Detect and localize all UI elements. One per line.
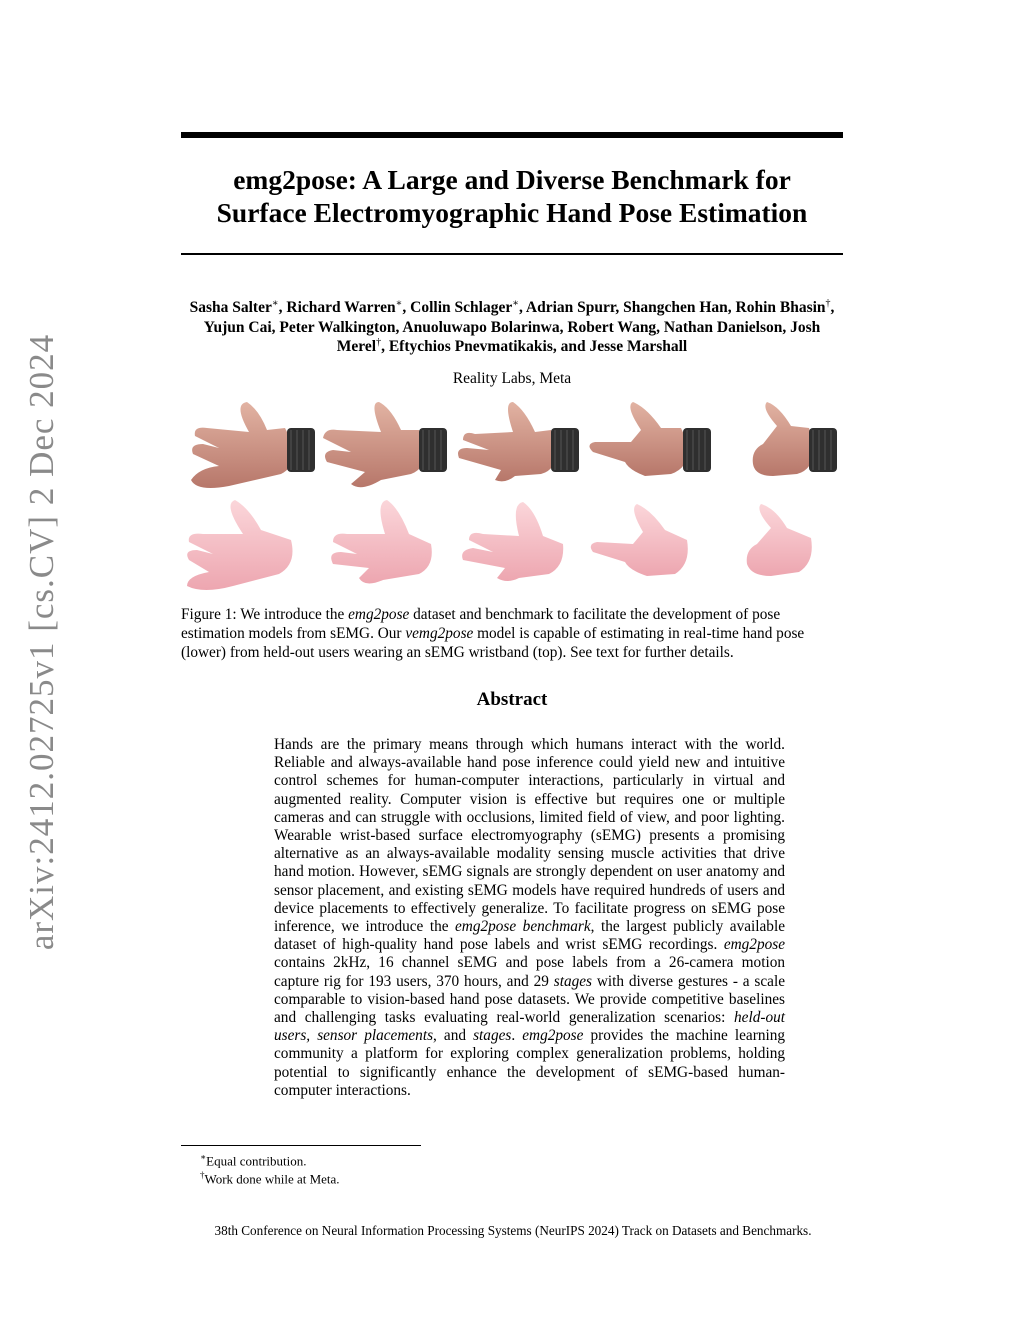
abstract-text: , and <box>433 1027 474 1045</box>
title-bottom-rule <box>181 253 843 255</box>
caption-text: model is capable of estimating in real-time hand pose (lower) from held-out users wearing an sEMG wristband (top). See text for further details. <box>181 625 805 661</box>
abstract-text: Hands are the primary means through which humans interact with the world. Reliable and always-available hand pose inference could yield new and intuitive control schemes for human-computer interactions, particularly in virtual and augmented reality. Computer vision is effective but requires one or multiple cameras and can struggle with occlusions, limited field of view, and poor lighting. Wearable wrist-based surface electromyography (sEMG) presents a promising alternative as an always-available modality sensing muscle activities that drive hand motion. However, sEMG signals are strongly dependent on user anatomy and sensor placement, and existing sEMG models have required hundreds of users and device placements to effectively generalize. To facilitate progress on sEMG pose inference, we introduce the <box>274 736 785 936</box>
footnote-rule <box>181 1145 421 1146</box>
figure-1 <box>181 396 843 594</box>
abstract-text: contains 2kHz, 16 channel sEMG and pose labels from a 26-camera motion capture rig for 193 users, 370 hours, and 29 <box>274 954 785 990</box>
title-line-1: emg2pose: A Large and Diverse Benchmark for <box>233 164 791 195</box>
real-hand-icon <box>323 402 447 487</box>
title-line-2: Surface Electromyographic Hand Pose Estimation <box>216 197 808 228</box>
top-row-hands <box>191 402 837 488</box>
equal-contribution-mark: ∗ <box>271 297 279 309</box>
footnote-text: Equal contribution. <box>206 1153 307 1169</box>
meta-work-mark: † <box>376 336 382 348</box>
abstract-text: provides the machine learning community a platform for exploring complex generalization problems, holding potential to significantly enhance the development of sEMG-based human-computer interactions. <box>274 1027 786 1099</box>
abstract-text: with diverse gestures - a scale comparable to vision-based hand pose datasets. We provide competitive baselines and challenging tasks evaluating real-world generalization scenarios: <box>274 972 785 1027</box>
affiliation: Reality Labs, Meta <box>452 370 572 387</box>
abstract-emphasis: emg2pose <box>723 936 785 954</box>
meta-work-mark: † <box>825 297 831 309</box>
pose-hand-icon <box>187 500 293 590</box>
authors-group-2: , Yujun Cai, Peter Walkington, Anuoluwapo Bolarinwa, Robert Wang, Nathan Danielson, Josh Merel <box>203 299 835 355</box>
footnote-mark: ∗ <box>200 1152 207 1162</box>
footnote-text: Work done while at Meta. <box>204 1171 340 1187</box>
author-schlager: , Collin Schlager <box>402 299 513 316</box>
author-warren: , Richard Warren <box>278 299 396 316</box>
abstract-text: , the largest publicly available dataset of high-quality hand pose labels and wrist sEMG recordings. <box>274 918 785 954</box>
caption-dataset-name: emg2pose <box>348 606 410 623</box>
abstract-text: . <box>511 1027 523 1045</box>
real-hand-icon <box>589 402 711 476</box>
pose-hand-icon <box>591 504 688 576</box>
pose-hand-icon <box>747 504 812 576</box>
abstract-emphasis: stages <box>473 1027 512 1045</box>
abstract-heading: Abstract <box>476 689 548 710</box>
arxiv-id-text: arXiv:2412.02725v1 [cs.CV] 2 Dec 2024 <box>22 333 61 951</box>
abstract-emphasis: emg2pose benchmark <box>455 918 591 936</box>
caption-model-name: vemg2pose <box>405 625 474 642</box>
authors-group-3: , Eftychios Pnevmatikakis, and Jesse Marshall <box>381 338 688 355</box>
figure-caption <box>181 605 845 662</box>
bottom-row-hands <box>187 500 812 590</box>
abstract-emphasis: emg2pose <box>522 1027 584 1045</box>
paper-title <box>181 163 843 229</box>
pose-hand-icon <box>462 502 563 581</box>
equal-contribution-mark: ∗ <box>512 297 519 309</box>
authors-group-1: , Adrian Spurr, Shangchen Han, Rohin Bhasin <box>519 299 826 316</box>
real-hand-icon <box>191 402 315 488</box>
pose-hand-icon <box>331 500 432 584</box>
author-salter: Sasha Salter <box>189 299 272 316</box>
abstract-emphasis: held-out users, sensor placements <box>274 1009 785 1045</box>
caption-text: dataset and benchmark to facilitate the development of pose estimation models from sEMG. Our <box>181 606 781 642</box>
abstract-body <box>274 736 785 1100</box>
footnote-meta-work <box>200 1167 340 1187</box>
abstract-emphasis: stages <box>553 972 592 990</box>
figure-1-hands <box>181 396 843 594</box>
footnote-mark: † <box>200 1170 205 1180</box>
real-hand-icon <box>753 402 837 476</box>
conference-footer: 38th Conference on Neural Information Processing Systems (NeurIPS 2024) Track on Datasets and Benchmarks. <box>214 1223 812 1238</box>
real-hand-icon <box>458 402 579 481</box>
title-top-rule <box>181 132 843 138</box>
caption-text: Figure 1: We introduce the <box>181 606 349 623</box>
equal-contribution-mark: ∗ <box>395 297 403 309</box>
author-list <box>185 298 839 357</box>
